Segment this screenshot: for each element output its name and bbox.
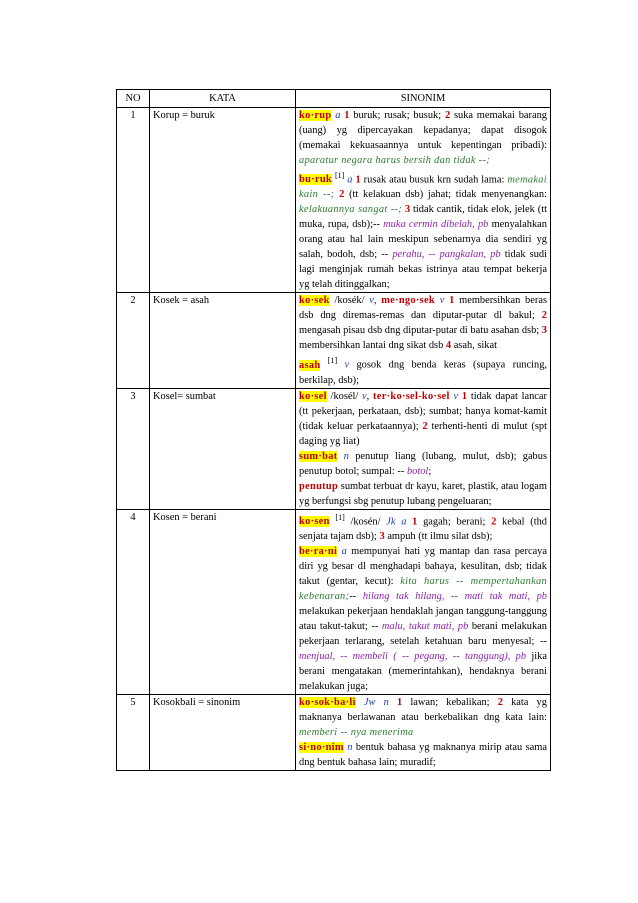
row-number: 3 (117, 388, 150, 509)
headword: be·ra·ni (299, 546, 338, 558)
homonym-number: [1] (335, 512, 345, 522)
text: /kosél/ (326, 390, 363, 402)
text: -- (349, 591, 363, 603)
example: memakai kain --; (299, 174, 547, 201)
header-kata: KATA (150, 90, 296, 108)
sense-number: 3 (541, 325, 547, 337)
header-sinonim: SINONIM (296, 90, 551, 108)
headword: ko·sok·ba·li (299, 697, 356, 709)
sense-number: 2 (497, 697, 503, 709)
text: ampuh (tt ilmu silat dsb); (384, 531, 493, 543)
text: mengasah pisau dsb dng diputar-putar di batu asahan dsb; (299, 325, 542, 337)
sense-number: 1 (412, 516, 418, 528)
table-header-row (117, 90, 551, 108)
text: /kosén/ (344, 516, 387, 528)
word-class: n (347, 742, 353, 754)
text: bentuk bahasa yg maknanya mirip atau sama dng bentuk bahasa lain; muradif; (299, 742, 547, 769)
text: kata yg maknanya berlawanan atau berkebalikan dng kata lain: (299, 697, 547, 724)
text: /kosék/ (329, 295, 370, 307)
row-number: 1 (117, 108, 150, 293)
text: berani melakukan pekerjaan terlarang, setelah ketahuan baru menyesal; -- (299, 621, 547, 648)
text: penutup liang (lubang, mulut, dsb); gabus penutup botol; sumpal: -- (299, 450, 547, 477)
text: gagah; berani; (417, 516, 492, 528)
definition-cell (296, 108, 551, 293)
text (356, 697, 364, 708)
word-class: v (344, 359, 350, 371)
sense-number: 3 (404, 204, 411, 216)
entry-kosek (299, 293, 547, 353)
text: tidak cantik, tidak elok, jelek (tt muka, rupa, dsb);-- (299, 204, 547, 231)
text: , (373, 295, 382, 307)
headword: si·no·nim (299, 742, 344, 754)
word-class: n (343, 450, 349, 462)
table-row (117, 293, 551, 388)
entry-asah (299, 353, 547, 387)
table-row (117, 509, 551, 694)
headword: ko·rup (299, 110, 332, 121)
sense-number: 2 (444, 110, 451, 121)
entry-sumbat (299, 449, 547, 479)
sense-number: 3 (379, 531, 385, 543)
headword: ko·sek (299, 295, 330, 307)
text: tidak sudi lagi menginjak rumah bekas istrinya atau tempat bekerja yg telah ditinggalkan; (299, 249, 547, 291)
definition-cell (296, 293, 551, 388)
text: menyalahkan orang atau hal lain meskipun sebenarnya dia sendiri yg salah, bodoh, dsb; -- (299, 219, 547, 261)
word-class: a (335, 110, 341, 121)
headword: sum·bat (299, 450, 338, 462)
entry-kosel (299, 389, 547, 449)
word-class: a (401, 516, 407, 528)
word-class: v (439, 295, 445, 307)
derived-headword: me·ngo·sek (381, 295, 436, 307)
text: mempunyai hati yg mantap dan rasa percaya diri yg besar dl menghadapi bahaya, kesulitan, dsb; tidak takut (gentar, kecut): (299, 546, 547, 588)
word-class: v (362, 390, 367, 402)
sense-number: 4 (445, 340, 452, 352)
header-no: NO (117, 90, 150, 108)
sense-number: 2 (541, 310, 547, 322)
word-class: a (341, 546, 347, 558)
text: gosok dng benda keras (supaya runcing, berkilap, dsb); (299, 359, 547, 386)
row-number: 5 (117, 695, 150, 771)
example: aparatur negara harus bersih dan tidak --; (299, 155, 490, 166)
sense-number: 1 (397, 697, 403, 709)
table-row (117, 388, 551, 509)
proverb: muka cermin dibelah, pb (383, 219, 489, 231)
table-row (117, 108, 551, 293)
text: suka memakai barang (uang) yg dipercayakan kepadanya; dapat disogok (memakai kekuasaannya untuk kepentingan pribadi): (299, 110, 547, 151)
headword: bu·ruk (299, 174, 332, 186)
text: membersihkan lantai dng sikat dsb (299, 340, 446, 352)
sense-number: 1 (449, 295, 455, 307)
entry-korup (299, 108, 547, 168)
example: kita harus -- mempertahankan kebenaran; (299, 576, 547, 603)
word-pair: Korup = buruk (150, 108, 296, 293)
homonym-number: [1] (334, 171, 345, 180)
text: (tt kelakuan dsb) jahat; tidak menyenangkan: (344, 189, 547, 201)
text: terhenti-henti di mulut (spt daging yg liat) (299, 420, 547, 447)
text: buruk; rusak; busuk; (349, 110, 445, 121)
example: botol (406, 465, 429, 477)
headword: penutup (299, 480, 339, 492)
text: ; (428, 465, 432, 477)
text: asah, sikat (451, 340, 497, 352)
sense-number: 1 (461, 390, 468, 402)
text: sumbat terbuat dr kayu, karet, plastik, atau logam yg berfungsi sbg penutup lubang pengeluaran; (299, 480, 547, 507)
text: rusak atau busuk krn sudah lama: (360, 174, 508, 186)
text (389, 697, 397, 708)
sense-number: 2 (339, 189, 345, 201)
text: jika berani mengatakan (memerintahkan), hendaknya berani melakukan juga; (299, 651, 547, 693)
text (375, 697, 383, 708)
definition-cell (296, 388, 551, 509)
row-number: 4 (117, 509, 150, 694)
proverb: perahu, -- pangkalan, pb (392, 249, 501, 261)
headword: ko·sel (299, 390, 327, 402)
text: kebal (thd senjata tajam dsb); (299, 516, 547, 543)
word-class: v (369, 295, 374, 307)
definition-cell (296, 509, 551, 694)
word-pair: Kosek = asah (150, 293, 296, 388)
word-class: n (383, 697, 389, 709)
entry-berani (299, 544, 547, 694)
row-number: 2 (117, 293, 150, 388)
sense-number: 2 (491, 516, 497, 528)
derived-headword: ter·ko·sel-ko·sel (373, 390, 450, 402)
word-class: a (347, 174, 353, 186)
word-class: v (453, 390, 459, 402)
example: kelakuannya sangat --; (299, 204, 403, 216)
headword: ko·sen (299, 516, 330, 528)
text: membersihkan beras dsb dng diremas-remas dan diputar-putar dl bakul; (299, 295, 547, 322)
sense-number: 2 (422, 420, 428, 432)
homonym-number: [1] (327, 356, 338, 366)
entry-buruk (299, 168, 547, 292)
entry-penutup (299, 479, 547, 509)
proverb: hilang tak hilang, -- mati tak mati, pb (362, 591, 547, 603)
entry-kosokbali (299, 695, 547, 740)
region-label: Jk (386, 516, 396, 528)
word-pair: Kosen = berani (150, 509, 296, 694)
proverb: malu, takut mati, pb (381, 621, 469, 633)
headword: asah (299, 359, 321, 371)
word-pair: Kosokbali = sinonim (150, 695, 296, 771)
word-pair: Kosel= sumbat (150, 388, 296, 509)
table-row (117, 695, 551, 771)
sense-number: 1 (355, 174, 361, 186)
synonym-table (116, 89, 551, 771)
text: , (366, 390, 374, 402)
sense-number: 1 (344, 110, 350, 121)
text: tidak dapat lancar (tt pekerjaan, perkataan, dsb); sumbat; hanya komat-kamit (tidak keluar perkataannya); (299, 390, 547, 432)
entry-sinonim (299, 740, 547, 770)
region-label: Jw (363, 697, 376, 709)
entry-kosen (299, 510, 547, 544)
proverb: menjual, -- membeli ( -- pegang, -- tanggung), pb (299, 651, 527, 663)
example: memberi -- nya menerima (299, 727, 414, 739)
text: lawan; kebalikan; (402, 697, 498, 709)
definition-cell (296, 695, 551, 771)
text: melakukan pekerjaan hendaklah jangan tanggung-tanggung atau takut-takut; -- (299, 606, 547, 633)
